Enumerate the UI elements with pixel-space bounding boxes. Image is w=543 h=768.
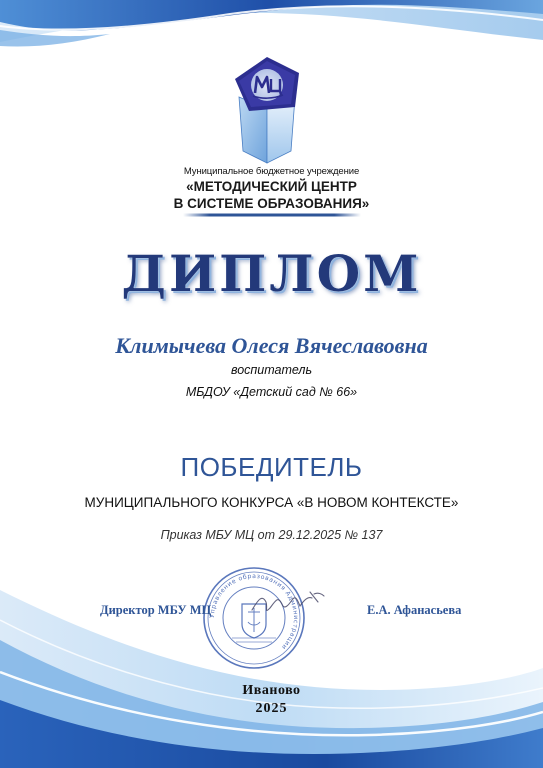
organization-underline <box>183 213 361 217</box>
city: Иваново <box>242 683 301 698</box>
organization-block <box>0 166 543 217</box>
award-title: ПОБЕДИТЕЛЬ <box>180 452 363 482</box>
order-reference: Приказ МБУ МЦ от 29.12.2025 № 137 <box>160 528 383 542</box>
recipient-workplace: МБДОУ «Детский сад № 66» <box>185 385 358 399</box>
year: 2025 <box>255 701 288 716</box>
organization-name-line-1: «МЕТОДИЧЕСКИЙ ЦЕНТР <box>186 179 357 194</box>
organization-subtitle: Муниципальное бюджетное учреждение <box>183 166 360 177</box>
diploma-title: ДИПЛОМ <box>121 244 422 303</box>
recipient-position: воспитатель <box>230 363 313 377</box>
recipient-name: Климычева Олеся Вячеславовна <box>115 333 428 358</box>
official-stamp-icon <box>202 566 306 670</box>
svg-text:Управление образования Админис: Управление образования Администрации <box>208 572 300 651</box>
mc-logo-icon <box>229 55 305 165</box>
contest-name: МУНИЦИПАЛЬНОГО КОНКУРСА «В НОВОМ КОНТЕКСТЕ» <box>84 495 459 510</box>
director-signature-icon <box>248 588 328 618</box>
organization-name-line-2: В СИСТЕМЕ ОБРАЗОВАНИЯ» <box>173 196 370 211</box>
director-name: Е.А. Афанасьева <box>367 603 462 617</box>
director-title: Директор МБУ МЦ <box>100 603 212 617</box>
